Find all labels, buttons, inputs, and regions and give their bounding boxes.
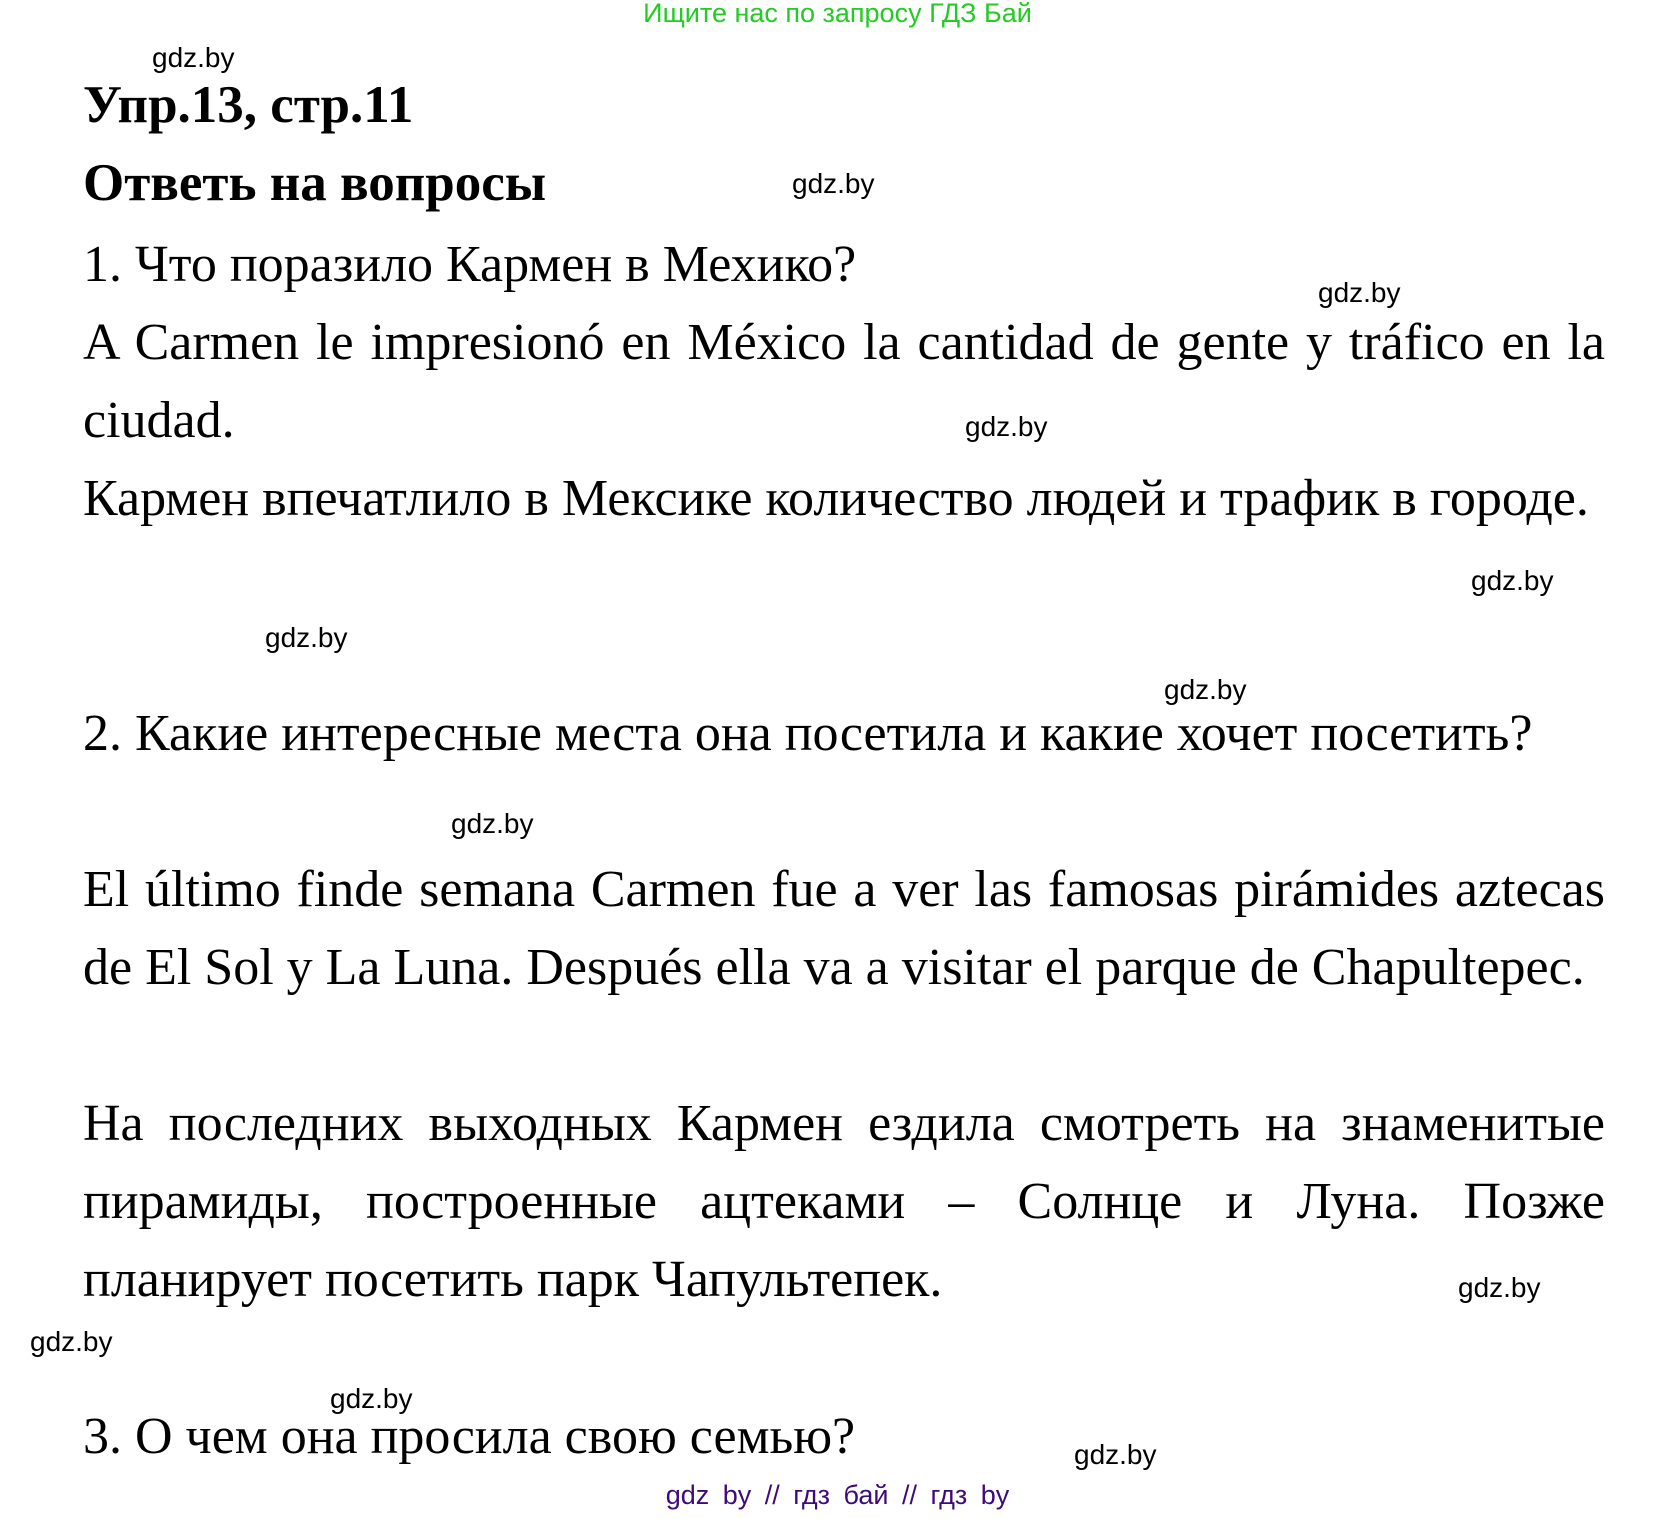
page-title: Упр.13, стр.11 bbox=[83, 76, 414, 134]
question-3: 3. О чем она просила свою семью? bbox=[83, 1408, 856, 1465]
answer-1-ru: Кармен впечатлило в Мексике количество людей и трафик в городе. bbox=[83, 470, 1589, 527]
answer-1-es: A Carmen le impresionó en México la cantidad de gente y tráfico en la ciudad. bbox=[83, 314, 1605, 449]
watermark: gdz.by bbox=[30, 1326, 113, 1357]
question-2: 2. Какие интересные места она посетила и какие хочет посетить? bbox=[83, 705, 1533, 762]
watermark: gdz.by bbox=[792, 168, 875, 199]
watermark: gdz.by bbox=[1471, 565, 1554, 596]
answer-2-ru: На последних выходных Кармен ездила смотреть на знаменитые пирамиды, построенные ацтеками – Солнце и Луна. Позже планирует посетить парк Чапультепек. bbox=[83, 1095, 1605, 1308]
watermark: gdz.by bbox=[965, 411, 1048, 442]
watermark: gdz.by bbox=[1458, 1272, 1541, 1303]
question-1: 1. Что поразило Кармен в Мехико? bbox=[83, 236, 857, 293]
watermark: gdz.by bbox=[1318, 277, 1401, 308]
page-subtitle: Ответь на вопросы bbox=[83, 154, 547, 212]
header-banner: Ищите нас по запросу ГДЗ Бай bbox=[643, 0, 1032, 28]
watermark: gdz.by bbox=[1164, 674, 1247, 705]
footer-banner: gdz by // гдз бай // гдз by bbox=[665, 1480, 1010, 1510]
answer-2-es: El último finde semana Carmen fue a ver las famosas pirámides aztecas de El Sol y La Luna. Después ella va a visitar el parque de Chapultepec. bbox=[83, 861, 1605, 996]
watermark: gdz.by bbox=[152, 42, 235, 73]
watermark: gdz.by bbox=[330, 1383, 413, 1414]
watermark: gdz.by bbox=[1074, 1439, 1157, 1470]
watermark: gdz.by bbox=[265, 622, 348, 653]
watermark: gdz.by bbox=[451, 808, 534, 839]
